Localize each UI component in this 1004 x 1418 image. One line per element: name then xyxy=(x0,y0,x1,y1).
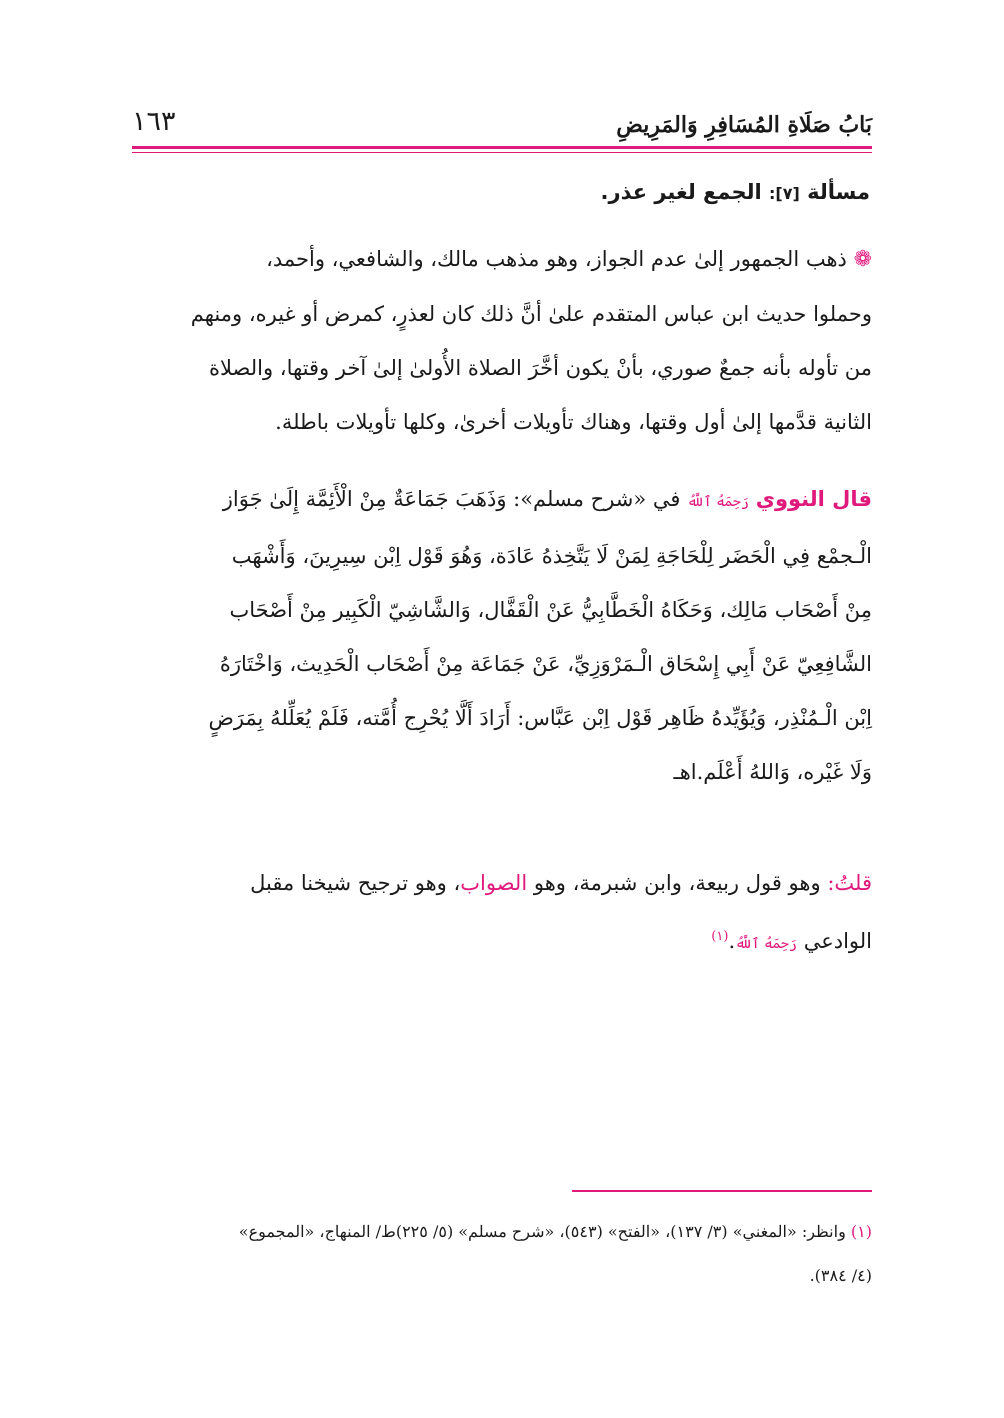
footnote-line-1-text: وانظر: «المغني» (٣/ ١٣٧)، «الفتح» (٥٤٣)، «شرح مسلم» (٥/ ٢٢٥)ط/ المنهاج، «المجموع» xyxy=(238,1222,846,1241)
footnote-reference[interactable]: (١) xyxy=(711,929,729,944)
para2-line-4: الشَّافِعِيّ عَنْ أَبِي إِسْحَاق الْـمَرْوَزِيِّ، عَنْ جَمَاعَة مِنْ أَصْحَاب الْحَدِيث، وَاخْتَارَهُ xyxy=(219,652,872,676)
paragraph-majority-view xyxy=(134,232,872,449)
wadii-name: الوادعي xyxy=(803,929,872,953)
paragraph-nawawi-quote xyxy=(134,472,872,799)
para1-line-3: من تأوله بأنه جمعٌ صوري، بأنْ يكون أخَّرَ الصلاة الأُولىٰ إلىٰ آخر وقتها، والصلاة xyxy=(209,356,872,380)
para3-period: . xyxy=(728,929,736,953)
para3-line-1-text-a: وهو قول ربيعة، وابن شبرمة، وهو xyxy=(533,871,821,895)
footnote-line-2: (٤/ ٣٨٤). xyxy=(809,1266,872,1285)
para2-line-3: مِنْ أَصْحَاب مَالِك، وَحَكَاهُ الْخَطَّابِيُّ عَنْ الْقَفَّال، وَالشَّاشِيّ الْكَبِير مِنْ أَصْحَاب xyxy=(229,598,872,622)
flower-ornament-icon: ❁ xyxy=(853,247,872,272)
footnote xyxy=(134,1210,872,1298)
para1-line-1-text: ذهب الجمهور إلىٰ عدم الجواز، وهو مذهب مالك، والشافعي، وأحمد، xyxy=(266,247,847,271)
chapter-title: بَابُ صَلَاةِ المُسَافِرِ وَالمَرِيضِ xyxy=(616,112,872,138)
qultu-label: قلتُ: xyxy=(827,871,872,895)
para2-line-2: الْـجمْع فِي الْحَضَر لِلْحَاجَةِ لِمَنْ لَا يَتَّخِذهُ عَادَة، وَهُوَ قَوْل اِبْن سِيرِينَ، وَأَشْهَب xyxy=(231,544,872,568)
para3-line-1-text-b: ، وهو ترجيح شيخنا مقبل xyxy=(250,871,461,895)
header-rule-thin xyxy=(132,152,872,153)
para2-line-1-text: في «شرح مسلم»: وَذَهَبَ جَمَاعَةٌ مِنْ الْأَئِمَّة إِلَىٰ جَوَاز xyxy=(222,487,681,511)
issue-number: [٧]: xyxy=(769,184,800,203)
issue-heading xyxy=(601,180,871,204)
honorific-mark: رَحِمَهُ ٱللَّهُ xyxy=(687,494,750,510)
para1-line-1 xyxy=(134,232,872,287)
nawawi-name: قال النووي xyxy=(755,487,872,511)
issue-label: مسألة xyxy=(807,180,870,204)
sawab-word: الصواب xyxy=(460,871,528,895)
footnote-line-1 xyxy=(134,1210,872,1254)
page-number: ١٦٣ xyxy=(132,106,176,137)
paragraph-author-opinion xyxy=(134,856,872,971)
para2-line-6: وَلَا غَيْره، وَاللهُ أَعْلَم.اهـ xyxy=(673,760,872,784)
footnote-separator xyxy=(572,1190,872,1192)
honorific-mark-2: رَحِمَهُ ٱللَّهُ xyxy=(735,936,797,952)
para1-line-4: الثانية قدَّمها إلىٰ أول وقتها، وهناك تأويلات أخرىٰ، وكلها تأويلات باطلة. xyxy=(275,410,872,434)
issue-title: الجمع لغير عذر. xyxy=(600,180,762,204)
para1-line-2: وحملوا حديث ابن عباس المتقدم علىٰ أنَّ ذلك كان لعذرٍ، كمرض أو غيره، ومنهم xyxy=(190,302,872,326)
para3-line-1 xyxy=(134,856,872,910)
header-rule-thick xyxy=(132,146,872,149)
para2-line-5: اِبْن الْـمُنْذِر، وَيُؤَيِّدهُ ظَاهِر قَوْل اِبْن عَبَّاس: أَرَادَ أَلَّا يُحْرِج أُمَّته، فَلَمْ يُعَلِّلهُ بِمَرَضٍ xyxy=(208,706,872,730)
footnote-number: (١) xyxy=(850,1222,872,1241)
para2-line-1 xyxy=(134,472,872,529)
para3-line-2 xyxy=(134,910,872,971)
page-header xyxy=(132,106,872,144)
